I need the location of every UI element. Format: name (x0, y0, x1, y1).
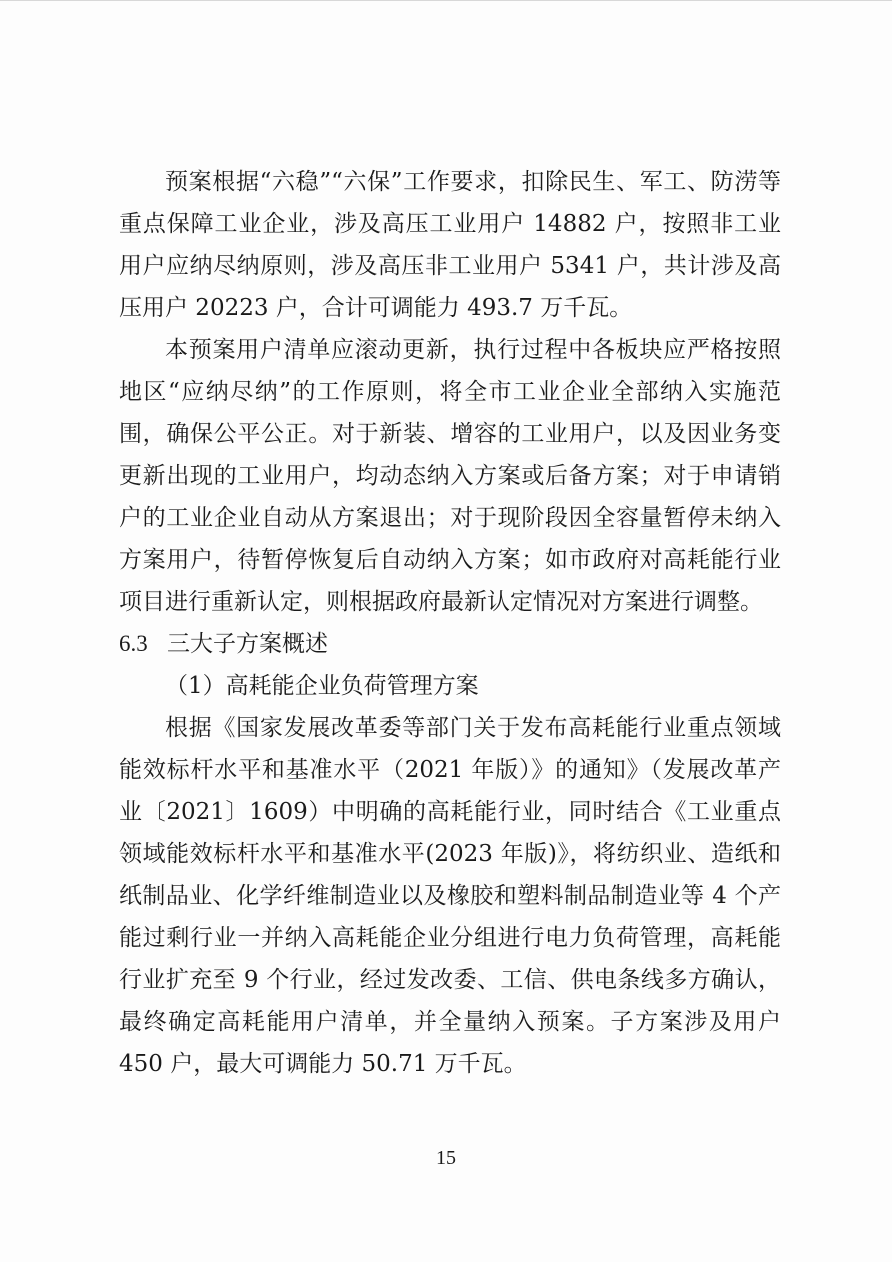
section-title: 三大子方案概述 (167, 631, 328, 657)
page-number: 15 (436, 1147, 456, 1169)
paragraph-plan-basis: 预案根据“六稳”“六保”工作要求，扣除民生、军工、防涝等重点保障工业企业，涉及高压工业用户 14882 户，按照非工业用户应纳尽纳原则，涉及高压非工业用户 5341 户，共计涉及高压用户 20223 户，合计可调能力 493.7 万千瓦。 (119, 169, 781, 321)
section-number: 6.3 (119, 631, 148, 656)
subsection-title: （1）高耗能企业负荷管理方案 (165, 673, 479, 699)
page-body (119, 161, 781, 1085)
paragraph-high-energy-plan: 根据《国家发展改革委等部门关于发布高耗能行业重点领域能效标杆水平和基准水平（2021 年版）》的通知》（发展改革产业〔2021〕1609）中明确的高耗能行业，同时结合《工业重点领域能效标杆水平和基准水平(2023 年版)》，将纺织业、造纸和纸制品业、化学纤维制造业以及橡胶和塑料制品制造业等 4 个产能过剩行业一并纳入高耗能企业分组进行电力负荷管理，高耗能行业扩充至 9 个行业，经过发改委、工信、供电条线多方确认，最终确定高耗能用户清单，并全量纳入预案。子方案涉及用户 450 户，最大可调能力 50.71 万千瓦。 (119, 715, 781, 1077)
paragraph-user-list-update: 本预案用户清单应滚动更新，执行过程中各板块应严格按照地区“应纳尽纳”的工作原则，将全市工业企业全部纳入实施范围，确保公平公正。对于新装、增容的工业用户，以及因业务变更新出现的工业用户，均动态纳入方案或后备方案；对于申请销户的工业企业自动从方案退出；对于现阶段因全容量暂停未纳入方案用户，待暂停恢复后自动纳入方案；如市政府对高耗能行业项目进行重新认定，则根据政府最新认定情况对方案进行调整。 (119, 337, 781, 615)
section-heading (119, 623, 781, 665)
